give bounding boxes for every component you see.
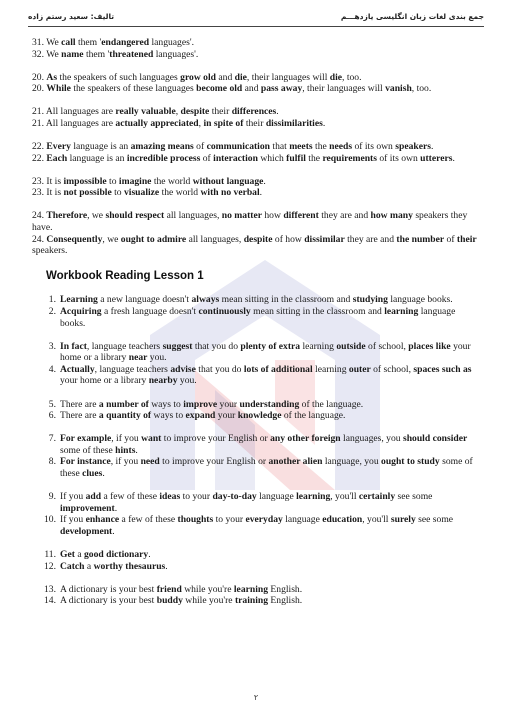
- keyword: For instance: [60, 456, 111, 468]
- sentence-item: [32, 49, 480, 61]
- keyword: interaction: [213, 152, 258, 164]
- header-divider: [28, 26, 484, 27]
- keyword: learning: [233, 583, 269, 595]
- text-segment: of its own: [352, 141, 396, 153]
- text-segment: to your: [213, 514, 246, 526]
- text-segment: that you do: [195, 363, 244, 375]
- keyword: places like: [408, 340, 451, 352]
- sentence-item: [32, 176, 480, 188]
- keyword: differences: [231, 106, 277, 118]
- text-segment: of the language.: [281, 410, 346, 422]
- text-segment: your home or a library: [60, 340, 471, 364]
- keyword: clues: [82, 468, 103, 480]
- sentence-item: [48, 433, 480, 456]
- sentence-item: [48, 491, 480, 514]
- text-segment: ways to: [151, 410, 186, 422]
- keyword: While: [46, 83, 71, 95]
- spacer: [32, 199, 480, 211]
- keyword: really valuable: [115, 106, 176, 118]
- keyword: worthy thesaurus: [93, 560, 166, 572]
- keyword: fulfil: [286, 152, 306, 164]
- text-segment: some of these: [60, 444, 116, 456]
- item-number: 13.: [44, 583, 56, 595]
- keyword: Each: [46, 152, 68, 164]
- text-segment: .: [276, 106, 279, 118]
- spacer: [60, 538, 480, 550]
- keyword: nearby: [148, 375, 178, 387]
- text-segment: .: [322, 117, 326, 129]
- text-segment: their: [209, 106, 232, 118]
- sentence-item: [48, 294, 480, 306]
- text-segment: speakers they have.: [32, 210, 468, 234]
- sentence-item: [32, 141, 480, 153]
- text-segment: mean sitting in the classroom and: [250, 306, 385, 317]
- text-segment: some of these: [60, 456, 473, 480]
- keyword: incredible process: [126, 152, 201, 164]
- item-number: 14.: [44, 595, 56, 607]
- text-segment: the speakers of such languages: [57, 71, 181, 83]
- keyword: should consider: [402, 433, 468, 445]
- text-segment: , too.: [342, 71, 362, 83]
- text-segment: of how: [272, 233, 305, 245]
- keyword: different: [283, 210, 319, 222]
- keyword: despite: [243, 233, 273, 245]
- text-segment: We: [44, 37, 62, 48]
- keyword: Actually: [60, 363, 95, 375]
- item-number: 20.: [32, 83, 44, 95]
- keyword: communication: [206, 141, 270, 153]
- text-segment: to improve your English or: [161, 433, 271, 445]
- item-number: 21.: [32, 117, 44, 129]
- item-number: 9.: [48, 491, 56, 503]
- keyword: Get: [60, 549, 75, 560]
- keyword: not possible: [63, 187, 112, 199]
- keyword: dissimilar: [304, 233, 345, 245]
- spacer: [32, 95, 480, 107]
- keyword: no matter: [221, 210, 262, 222]
- sentence-item: [44, 560, 480, 573]
- sentence-item: [44, 514, 480, 537]
- keyword: expand: [185, 410, 216, 422]
- text-segment: language: [282, 514, 323, 526]
- keyword: utterers: [420, 152, 453, 164]
- text-segment: , we: [87, 210, 106, 222]
- text-segment: , if you: [110, 456, 141, 468]
- item-number: 12.: [44, 560, 56, 572]
- text-segment: , their languages will: [302, 83, 386, 95]
- text-segment: If you: [60, 491, 86, 503]
- keyword: certainly: [358, 491, 396, 503]
- text-segment: which: [257, 152, 287, 164]
- text-segment: .: [148, 549, 151, 560]
- text-segment: see some: [395, 491, 433, 503]
- keyword: without language: [192, 175, 264, 187]
- text-segment: the: [312, 141, 330, 153]
- text-segment: that: [270, 141, 290, 153]
- text-segment: the world: [159, 187, 201, 199]
- sentence-item: [44, 595, 480, 607]
- keyword: any other foreign: [270, 433, 341, 445]
- keyword: how many: [370, 210, 413, 222]
- text-segment: .: [259, 187, 263, 199]
- keyword: outside: [336, 340, 366, 352]
- keyword: studying: [352, 294, 388, 306]
- text-segment: all languages,: [186, 233, 244, 245]
- text-segment: a fresh language doesn't: [101, 306, 199, 317]
- text-segment: languages'.: [153, 48, 199, 60]
- text-segment: the speakers of these languages: [70, 83, 197, 95]
- keyword: endangered: [101, 37, 150, 48]
- spacer: [60, 480, 480, 492]
- keyword: become old: [196, 83, 243, 95]
- item-number: 4.: [48, 363, 56, 375]
- text-segment: .: [263, 175, 266, 187]
- keyword: understanding: [239, 398, 300, 410]
- item-number: 7.: [48, 433, 56, 445]
- item-number: 5.: [48, 398, 56, 410]
- item-number: 1.: [48, 294, 56, 306]
- sentence-item: [32, 37, 480, 49]
- keyword: thoughts: [177, 514, 214, 526]
- spacer: [60, 387, 480, 399]
- text-segment: of: [193, 141, 207, 153]
- keyword: near: [128, 352, 148, 364]
- item-number: 32.: [32, 48, 44, 60]
- keyword: Acquiring: [60, 306, 102, 317]
- text-segment: them ': [75, 37, 102, 48]
- keyword: continuously: [198, 306, 251, 317]
- text-segment: to: [106, 175, 119, 187]
- item-number: 11.: [44, 549, 56, 560]
- text-segment: , too.: [411, 83, 432, 95]
- text-segment: .: [430, 141, 434, 153]
- item-number: 20.: [32, 71, 44, 83]
- item-number: 23.: [32, 187, 44, 199]
- text-segment: .: [135, 444, 138, 456]
- sentence-item: [44, 583, 480, 596]
- text-segment: mean sitting in the classroom and: [219, 294, 353, 306]
- text-segment: of the language.: [299, 398, 364, 410]
- text-segment: A dictionary is your best: [60, 595, 157, 607]
- text-segment: of: [444, 233, 457, 245]
- keyword: die: [234, 71, 247, 83]
- text-segment: .: [165, 560, 168, 572]
- text-segment: It is: [44, 187, 64, 199]
- text-segment: , you'll: [362, 514, 391, 526]
- spacer: [32, 130, 480, 142]
- keyword: improvement: [60, 502, 115, 514]
- text-segment: of school,: [370, 363, 414, 375]
- keyword: a number of: [98, 398, 149, 410]
- keyword: a quantity of: [98, 410, 152, 422]
- text-segment: , language teachers: [86, 340, 163, 352]
- item-number: 22.: [32, 152, 44, 164]
- keyword: another alien: [268, 456, 323, 468]
- keyword: Every: [46, 141, 71, 153]
- text-segment: they are and: [344, 233, 397, 245]
- sentence-item: [48, 456, 480, 480]
- keyword: pass away: [260, 83, 303, 95]
- keyword: threatened: [109, 48, 154, 60]
- text-segment: them ': [83, 48, 110, 60]
- text-segment: the world: [151, 175, 193, 187]
- section-heading: Workbook Reading Lesson 1: [46, 269, 204, 282]
- keyword: knowledge: [237, 410, 282, 422]
- keyword: ideas: [159, 491, 181, 503]
- text-segment: languages'.: [149, 37, 194, 48]
- keyword: needs: [329, 141, 353, 153]
- keyword: education: [322, 514, 363, 526]
- keyword: visualize: [123, 187, 160, 199]
- text-segment: , if you: [111, 433, 142, 445]
- spacer: [60, 422, 480, 434]
- sentence-item: [32, 83, 480, 95]
- keyword: Consequently: [46, 233, 103, 245]
- keyword: requirements: [322, 152, 377, 164]
- item-number: 3.: [48, 340, 56, 352]
- text-segment: how: [261, 210, 284, 222]
- text-segment: a few of these: [101, 491, 160, 503]
- keyword: call: [61, 37, 76, 48]
- book-title: جمع بندی لغات زبان انگلیسی یازدهـــم: [340, 12, 484, 21]
- keyword: lots of additional: [243, 363, 313, 375]
- text-segment: to improve your English or: [159, 456, 269, 468]
- text-segment: your: [217, 398, 240, 410]
- sentence-item: [48, 340, 480, 364]
- text-segment: while you're: [182, 595, 235, 607]
- vocabulary-pairs-top: [32, 37, 480, 257]
- item-number: 6.: [48, 410, 56, 422]
- page-number: ۲: [253, 693, 259, 702]
- sentence-item: [32, 106, 480, 118]
- text-segment: speakers.: [32, 245, 68, 257]
- keyword: name: [61, 48, 84, 60]
- sentence-item: [32, 72, 480, 84]
- text-segment: a: [84, 560, 94, 572]
- text-segment: the: [305, 152, 323, 164]
- text-segment: of its own: [376, 152, 421, 164]
- page-header: [28, 10, 484, 26]
- text-segment: All languages are: [44, 106, 116, 118]
- text-segment: .: [112, 525, 115, 537]
- spacer: [32, 164, 480, 176]
- sentence-item: [44, 549, 480, 561]
- keyword: need: [140, 456, 160, 468]
- sentence-item: [48, 398, 480, 411]
- page-content: [32, 37, 480, 607]
- keyword: Learning: [60, 294, 98, 306]
- keyword: As: [46, 71, 58, 83]
- text-segment: of: [200, 152, 214, 164]
- keyword: spaces such as: [413, 363, 472, 375]
- sentence-item: [32, 153, 480, 165]
- author-credit: تالیف: سعید رستم زاده: [28, 12, 115, 21]
- text-segment: ways to: [148, 398, 184, 410]
- item-number: 8.: [48, 456, 56, 468]
- sentence-item: [32, 234, 480, 257]
- text-segment: , their languages will: [246, 71, 330, 83]
- text-segment: a: [74, 549, 84, 560]
- text-segment: that you do: [192, 340, 241, 352]
- keyword: Therefore: [46, 210, 88, 222]
- spacer: [60, 572, 480, 584]
- item-number: 21.: [32, 106, 44, 118]
- text-segment: they are and: [318, 210, 371, 222]
- keyword: advise: [170, 363, 196, 375]
- keyword: die: [329, 71, 343, 83]
- keyword: amazing means: [130, 141, 194, 153]
- text-segment: We: [44, 48, 62, 60]
- text-segment: languages, you: [340, 433, 403, 445]
- text-segment: .: [114, 502, 118, 514]
- text-segment: There are: [60, 398, 99, 410]
- text-segment: you.: [147, 352, 167, 364]
- keyword: with no verbal: [200, 187, 260, 199]
- keyword: friend: [156, 583, 182, 595]
- keyword: always: [191, 294, 220, 306]
- keyword: plenty of extra: [240, 340, 301, 352]
- text-segment: all languages,: [164, 210, 222, 222]
- text-segment: and: [215, 71, 235, 83]
- text-segment: If you: [60, 514, 86, 526]
- keyword: add: [85, 491, 102, 503]
- keyword: improve: [183, 398, 218, 410]
- keyword: suggest: [162, 340, 193, 352]
- text-segment: your home or a library: [60, 375, 149, 387]
- keyword: For example: [60, 433, 112, 445]
- text-segment: you.: [177, 375, 197, 387]
- text-segment: language is an: [70, 141, 131, 153]
- text-segment: while you're: [181, 583, 234, 595]
- sentence-item: [32, 210, 480, 233]
- keyword: hints: [115, 444, 136, 456]
- keyword: want: [141, 433, 162, 445]
- text-segment: learning: [300, 340, 337, 352]
- text-segment: ,: [175, 106, 181, 118]
- text-segment: , language teachers: [94, 363, 171, 375]
- keyword: in spite of: [203, 117, 244, 129]
- text-segment: a new language doesn't: [97, 294, 192, 306]
- sentence-item: [32, 187, 480, 199]
- keyword: everyday: [245, 514, 283, 526]
- keyword: day-to-day: [212, 491, 257, 503]
- text-segment: , you'll: [330, 491, 359, 503]
- text-segment: of school,: [365, 340, 409, 352]
- text-segment: language: [256, 491, 297, 503]
- keyword: speakers: [395, 141, 431, 153]
- text-segment: a few of these: [119, 514, 178, 526]
- text-segment: , we: [102, 233, 121, 245]
- text-segment: .: [452, 152, 455, 164]
- keyword: Catch: [60, 560, 85, 572]
- text-segment: see some: [415, 514, 454, 526]
- text-segment: your: [215, 410, 238, 422]
- text-segment: language books.: [387, 294, 453, 306]
- item-number: 2.: [48, 306, 56, 317]
- keyword: meets: [289, 141, 313, 153]
- keyword: learning: [296, 491, 331, 503]
- sentence-item: [48, 410, 480, 422]
- text-segment: to: [111, 187, 124, 199]
- item-number: 24.: [32, 210, 44, 222]
- item-number: 23.: [32, 175, 44, 187]
- keyword: dissimilarities: [265, 117, 323, 129]
- text-segment: All languages are: [44, 117, 116, 129]
- keyword: their: [456, 233, 477, 245]
- item-number: 22.: [32, 141, 44, 153]
- text-segment: language is an: [67, 152, 127, 164]
- item-number: 10.: [44, 514, 56, 526]
- text-segment: language books.: [60, 306, 456, 329]
- text-segment: ,: [198, 117, 204, 129]
- text-segment: and: [242, 83, 261, 95]
- sentence-item: [32, 118, 480, 130]
- text-segment: There are: [60, 410, 99, 422]
- keyword: buddy: [156, 595, 183, 607]
- sentence-item: [48, 363, 480, 387]
- keyword: outer: [348, 363, 371, 375]
- keyword: training: [234, 595, 269, 607]
- keyword: vanish: [385, 83, 412, 95]
- keyword: learning: [384, 306, 419, 317]
- text-segment: A dictionary is your best: [60, 583, 157, 595]
- text-segment: learning: [312, 363, 349, 375]
- keyword: despite: [180, 106, 210, 118]
- item-number: 31.: [32, 37, 44, 48]
- keyword: impossible: [63, 175, 107, 187]
- keyword: grow old: [180, 71, 216, 83]
- text-segment: .: [102, 468, 105, 480]
- sentence-item: [48, 306, 480, 329]
- keyword: In fact: [60, 340, 87, 352]
- text-segment: to your: [180, 491, 213, 503]
- keyword: ought to study: [381, 456, 440, 468]
- spacer: [60, 329, 480, 341]
- vocabulary-pairs-list: [32, 294, 480, 606]
- keyword: development: [60, 525, 113, 537]
- text-segment: English.: [268, 595, 303, 607]
- text-segment: their: [243, 117, 266, 129]
- keyword: imagine: [118, 175, 152, 187]
- keyword: good dictionary: [83, 549, 149, 560]
- item-number: 24.: [32, 233, 44, 245]
- keyword: the number: [396, 233, 445, 245]
- keyword: surely: [390, 514, 416, 526]
- text-segment: It is: [44, 175, 64, 187]
- text-segment: English.: [268, 583, 303, 595]
- text-segment: language, you: [322, 456, 382, 468]
- keyword: enhance: [85, 514, 120, 526]
- keyword: should respect: [105, 210, 165, 222]
- keyword: actually appreciated: [115, 117, 199, 129]
- spacer: [32, 60, 480, 72]
- keyword: ought to admire: [120, 233, 187, 245]
